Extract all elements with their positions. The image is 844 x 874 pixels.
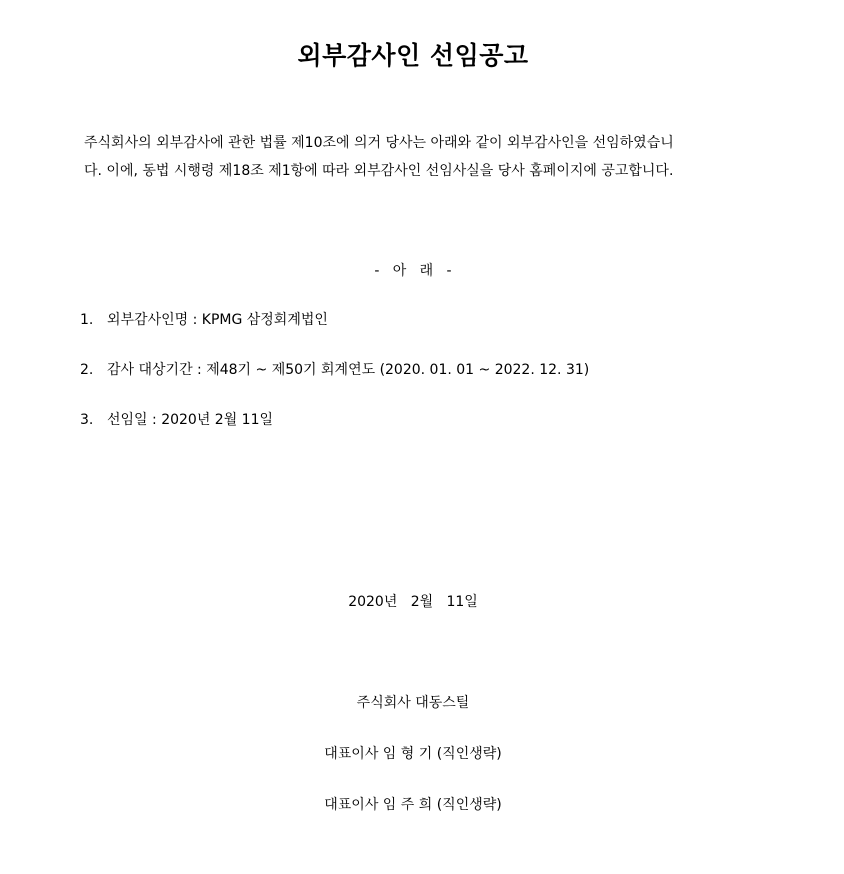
list-item-number: 1. — [80, 312, 94, 328]
list-item-text: 감사 대상기간 : 제48기 ~ 제50기 회계연도 (2020. 01. 01 ~ 2022. 12. 31) — [107, 362, 590, 378]
list-item-text: 외부감사인명 : KPMG 삼정회계법인 — [107, 312, 328, 328]
section-heading: - 아 래 - — [374, 263, 452, 279]
representative-2: 대표이사 임 주 희 (직인생략) — [324, 797, 502, 813]
list-item-number: 3. — [80, 412, 94, 428]
notice-intro — [84, 129, 754, 185]
list-item — [80, 309, 589, 359]
list-item — [80, 359, 589, 409]
intro-line-2: 다. 이에, 동법 시행령 제18조 제1항에 따라 외부감사인 선임사실을 당사 홈페이지에 공고합니다. — [84, 163, 674, 179]
notice-title: 외부감사인 선임공고 — [297, 41, 529, 70]
representative-1: 대표이사 임 형 기 (직인생략) — [324, 746, 502, 762]
list-item-number: 2. — [80, 362, 94, 378]
list-item — [80, 409, 589, 459]
company-name: 주식회사 대동스틸 — [356, 695, 470, 711]
list-item-text: 선임일 : 2020년 2월 11일 — [107, 412, 274, 428]
notice-date: 2020년 2월 11일 — [348, 594, 478, 610]
detail-list — [80, 309, 589, 459]
intro-line-1: 주식회사의 외부감사에 관한 법률 제10조에 의거 당사는 아래와 같이 외부감사인을 선임하였습니 — [84, 135, 674, 151]
